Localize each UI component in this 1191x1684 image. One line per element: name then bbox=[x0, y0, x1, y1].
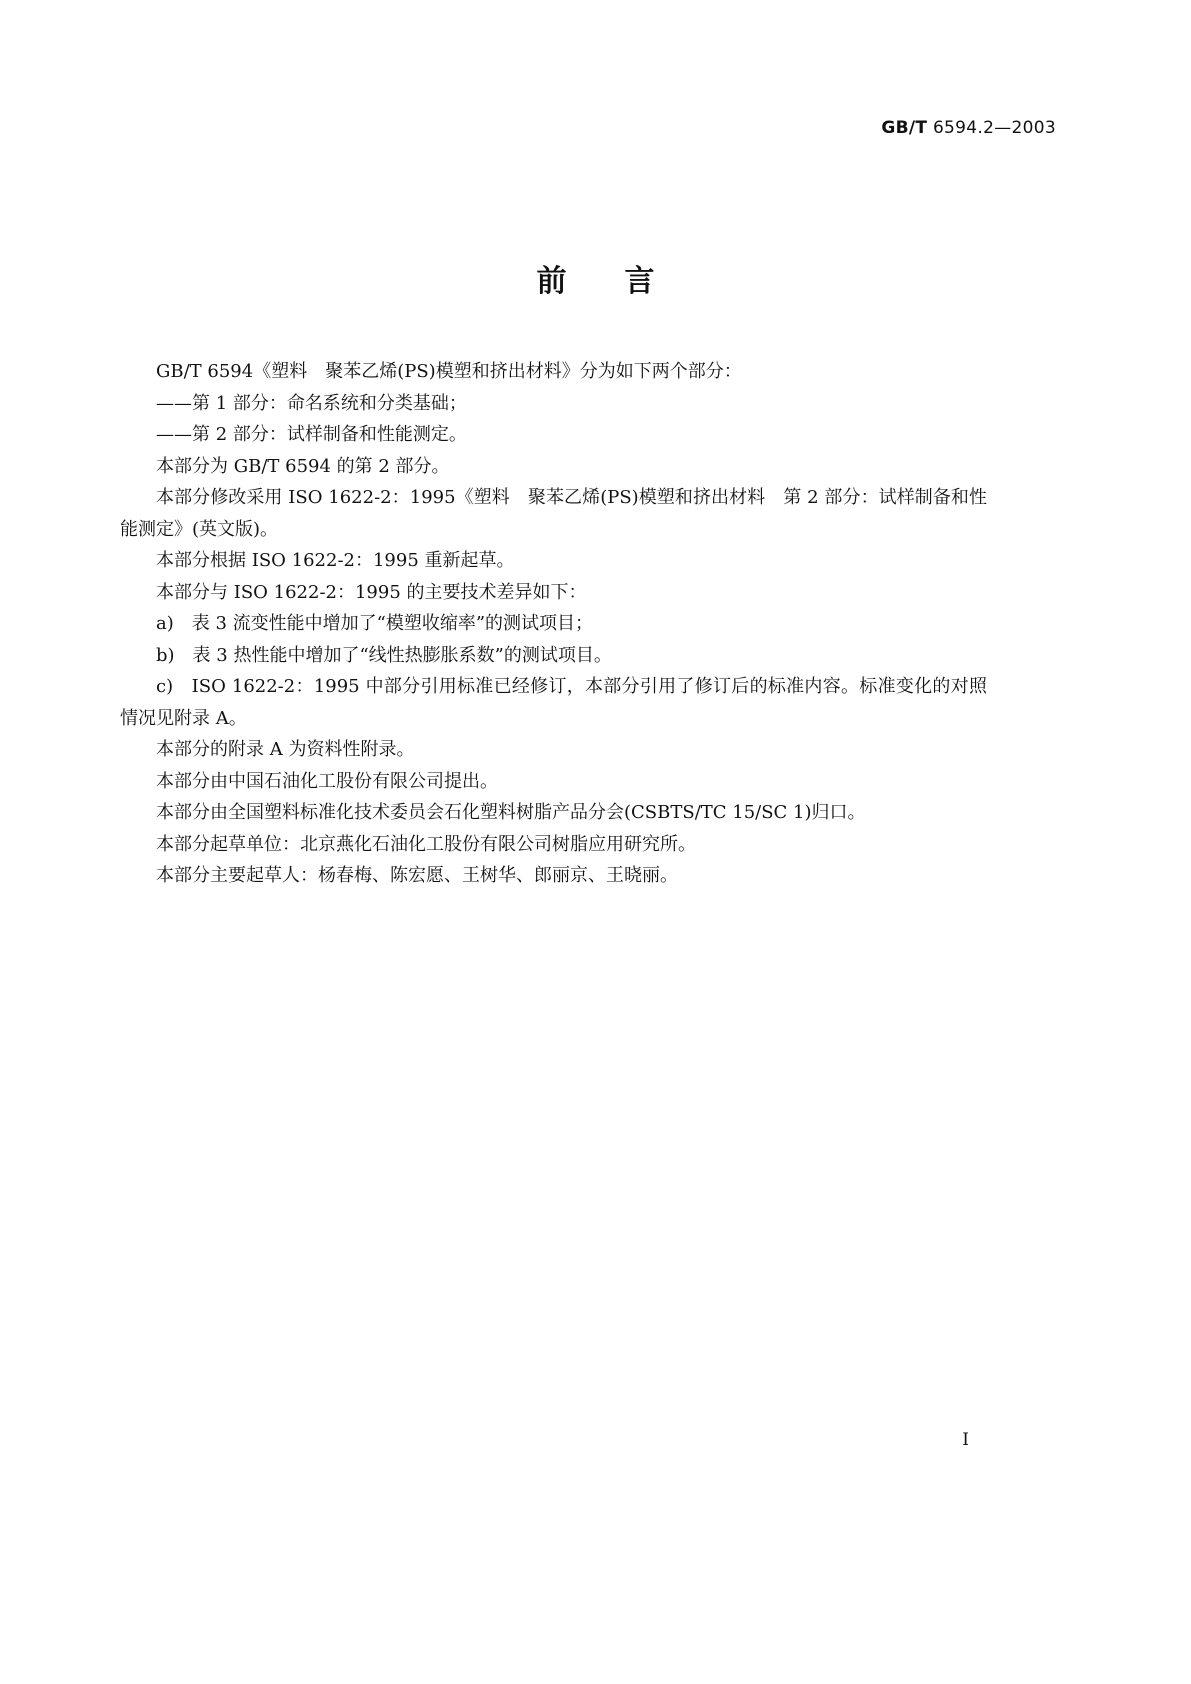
standard-code: 6594.2—2003 bbox=[927, 118, 1056, 138]
paragraph-drafting-unit: 本部分起草单位：北京燕化石油化工股份有限公司树脂应用研究所。 bbox=[156, 833, 696, 855]
paragraph-annex: 本部分的附录 A 为资料性附录。 bbox=[156, 739, 415, 760]
page-title: 前言 bbox=[536, 264, 713, 299]
standard-number bbox=[881, 118, 1056, 138]
paragraph-drafters: 本部分主要起草人：杨春梅、陈宏愿、王树华、郎丽京、王晓丽。 bbox=[156, 865, 678, 886]
list-item-part-2: ——第 2 部分：试样制备和性能测定。 bbox=[156, 424, 467, 445]
list-item-difference-a: a) 表 3 流变性能中增加了“模塑收缩率”的测试项目； bbox=[156, 613, 594, 634]
paragraph-committee: 本部分由全国塑料标准化技术委员会石化塑料树脂产品分会(CSBTS/TC 15/SC 1)归口。 bbox=[156, 802, 866, 823]
list-item-difference-c: c) ISO 1622-2：1995 中部分引用标准已经修订，本部分引用了修订后的标准内容。标准变化的对照情况见附录 A。 bbox=[120, 676, 987, 729]
paragraph-this-part: 本部分为 GB/T 6594 的第 2 部分。 bbox=[156, 455, 450, 477]
foreword-body bbox=[120, 356, 987, 892]
list-item-difference-b: b) 表 3 热性能中增加了“线性热膨胀系数”的测试项目。 bbox=[156, 644, 612, 666]
standard-prefix: GB/T bbox=[881, 118, 928, 138]
paragraph-adoption: 本部分修改采用 ISO 1622-2：1995《塑料 聚苯乙烯(PS)模塑和挤出材料 第 2 部分：试样制备和性能测定》(英文版)。 bbox=[120, 487, 987, 540]
page-number: I bbox=[962, 1430, 969, 1450]
paragraph-differences-intro: 本部分与 ISO 1622-2：1995 的主要技术差异如下： bbox=[156, 581, 587, 603]
paragraph-parts-intro: GB/T 6594《塑料 聚苯乙烯(PS)模塑和挤出材料》分为如下两个部分： bbox=[156, 361, 742, 382]
paragraph-redraft: 本部分根据 ISO 1622-2：1995 重新起草。 bbox=[156, 550, 515, 571]
paragraph-proposer: 本部分由中国石油化工股份有限公司提出。 bbox=[156, 770, 498, 792]
list-item-part-1: ——第 1 部分：命名系统和分类基础； bbox=[156, 392, 467, 414]
